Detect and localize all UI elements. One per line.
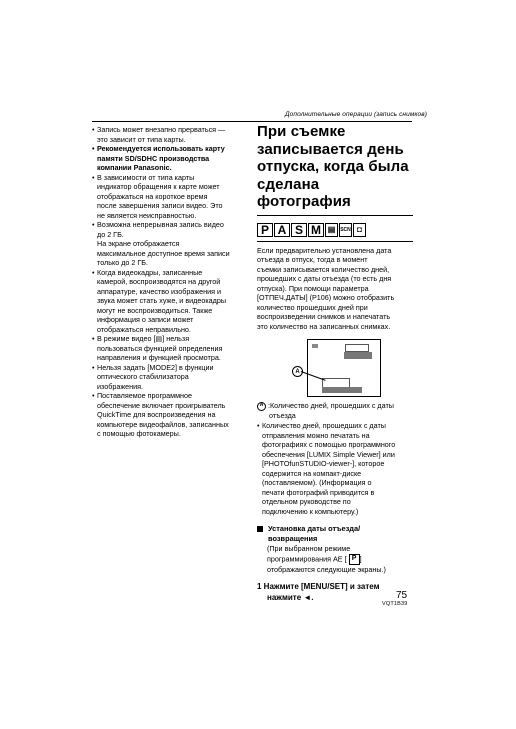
program-ae-icon: P bbox=[349, 554, 360, 565]
scene-mode-icon: SCN bbox=[339, 223, 352, 237]
lcd-indicator-box bbox=[345, 344, 369, 352]
callout-caption: A :Количество дней, прошедших с даты отъезда bbox=[257, 401, 413, 420]
subsection-note: (При выбранном режиме программирования АЕ [ P ] отображаются следующие экраны.) bbox=[267, 544, 386, 574]
bullet-icon: • bbox=[92, 125, 95, 134]
page-header: Дополнительные операции (запись снимков) bbox=[285, 111, 428, 118]
bullet-icon: • bbox=[92, 267, 95, 277]
callout-a-icon: A bbox=[257, 402, 266, 411]
print-note: • Количество дней, прошедших с даты отправления можно печатать на фотографиях с помощью программного обеспечения [LUMIX Simple Viewer] или [PHOTOfunSTUDIO-viewer-], которое содержится на компакт-диске (поставляемом). (Информация о печати фотографий приводится в отдельном руководстве по подключению к компьютеру.) bbox=[257, 421, 396, 516]
right-column bbox=[257, 123, 413, 603]
left-bullet: • Когда видеокадры, записанные камерой, воспроизводятся на другой аппаратуре, качество изображения и звука может стать хуже, и видеокадры могут не воспроизводиться. Также информация о записи может отображаться неправильно. bbox=[92, 267, 226, 334]
square-bullet-icon bbox=[257, 526, 263, 532]
recording-mode-icons bbox=[257, 223, 413, 238]
battery-icon bbox=[312, 344, 318, 348]
left-bullet: • Запись может внезапно прерваться — это зависит от типа карты. bbox=[92, 125, 226, 144]
left-bullet: • В режиме видео [▤] нельзя пользоваться функцией определения направления и функцией просмотра. bbox=[92, 334, 223, 362]
left-column bbox=[92, 125, 250, 439]
motion-picture-mode-icon: ▤ bbox=[325, 223, 338, 237]
left-bullet: • Рекомендуется использовать карту памяти SD/SDHC производства компании Panasonic. bbox=[92, 144, 225, 172]
shutter-mode-icon: S bbox=[291, 223, 307, 237]
left-bullet: • Поставляемое программное обеспечение включает проигрыватель QuickTime для воспроизведения на компьютере видеофайлов, записанных с помощью фотокамеры. bbox=[92, 391, 229, 438]
bullet-icon: • bbox=[92, 172, 95, 182]
section-title: При съемке записывается день отпуска, когда была сделана фотография bbox=[257, 123, 409, 210]
manual-mode-icon: M bbox=[308, 223, 324, 237]
header-rule bbox=[92, 121, 412, 122]
subsection-heading: Установка даты отъезда/ возвращения bbox=[257, 524, 413, 543]
date-display bbox=[322, 387, 362, 393]
left-bullet: • Возможна непрерывная запись видео до 2 ГБ. На экране отображается максимальное доступное время записи только до 2 ГБ. bbox=[92, 220, 230, 267]
callout-a-marker: A bbox=[292, 366, 303, 377]
left-bullet: • В зависимости от типа карты индикатор обращения к карте может отображаться на короткое время после завершения записи видео. Это не является неисправностью. bbox=[92, 172, 223, 220]
bullet-icon: • bbox=[92, 362, 95, 372]
bullet-icon: • bbox=[257, 421, 260, 431]
bullet-icon: • bbox=[92, 144, 95, 153]
lcd-illustration bbox=[257, 337, 413, 399]
program-mode-icon: P bbox=[257, 223, 273, 237]
document-code: VQT1B39 bbox=[382, 601, 408, 607]
left-bullet: • Нельзя задать [MODE2] в функции оптического стабилизатора изображения. bbox=[92, 362, 214, 391]
camera-mode-icon: ◘ bbox=[353, 223, 366, 237]
title-rule bbox=[257, 215, 413, 216]
lcd-screen bbox=[307, 339, 381, 397]
bullet-icon: • bbox=[92, 220, 95, 229]
aperture-mode-icon: A bbox=[274, 223, 290, 237]
intro-paragraph: Если предварительно установлена дата отъезда в отпуск, тогда в момент съемки записывается количество дней, прошедших с даты отъезда (то есть дня отпуска). При помощи параметра [ОТПЕЧ.ДАТЫ] (P106) можно отобразить количество прошедших дней при воспроизведении снимков и напечатать это количество на записанных снимках. bbox=[257, 245, 395, 331]
lcd-indicator-bar bbox=[344, 352, 372, 359]
bullet-icon: • bbox=[92, 334, 95, 343]
mode-rule bbox=[257, 241, 413, 242]
step-1: 1 Нажмите [MENU/SET] и затем нажмите ◄. bbox=[257, 582, 380, 602]
page-number: 75 bbox=[396, 590, 408, 601]
bullet-icon: • bbox=[92, 391, 95, 400]
